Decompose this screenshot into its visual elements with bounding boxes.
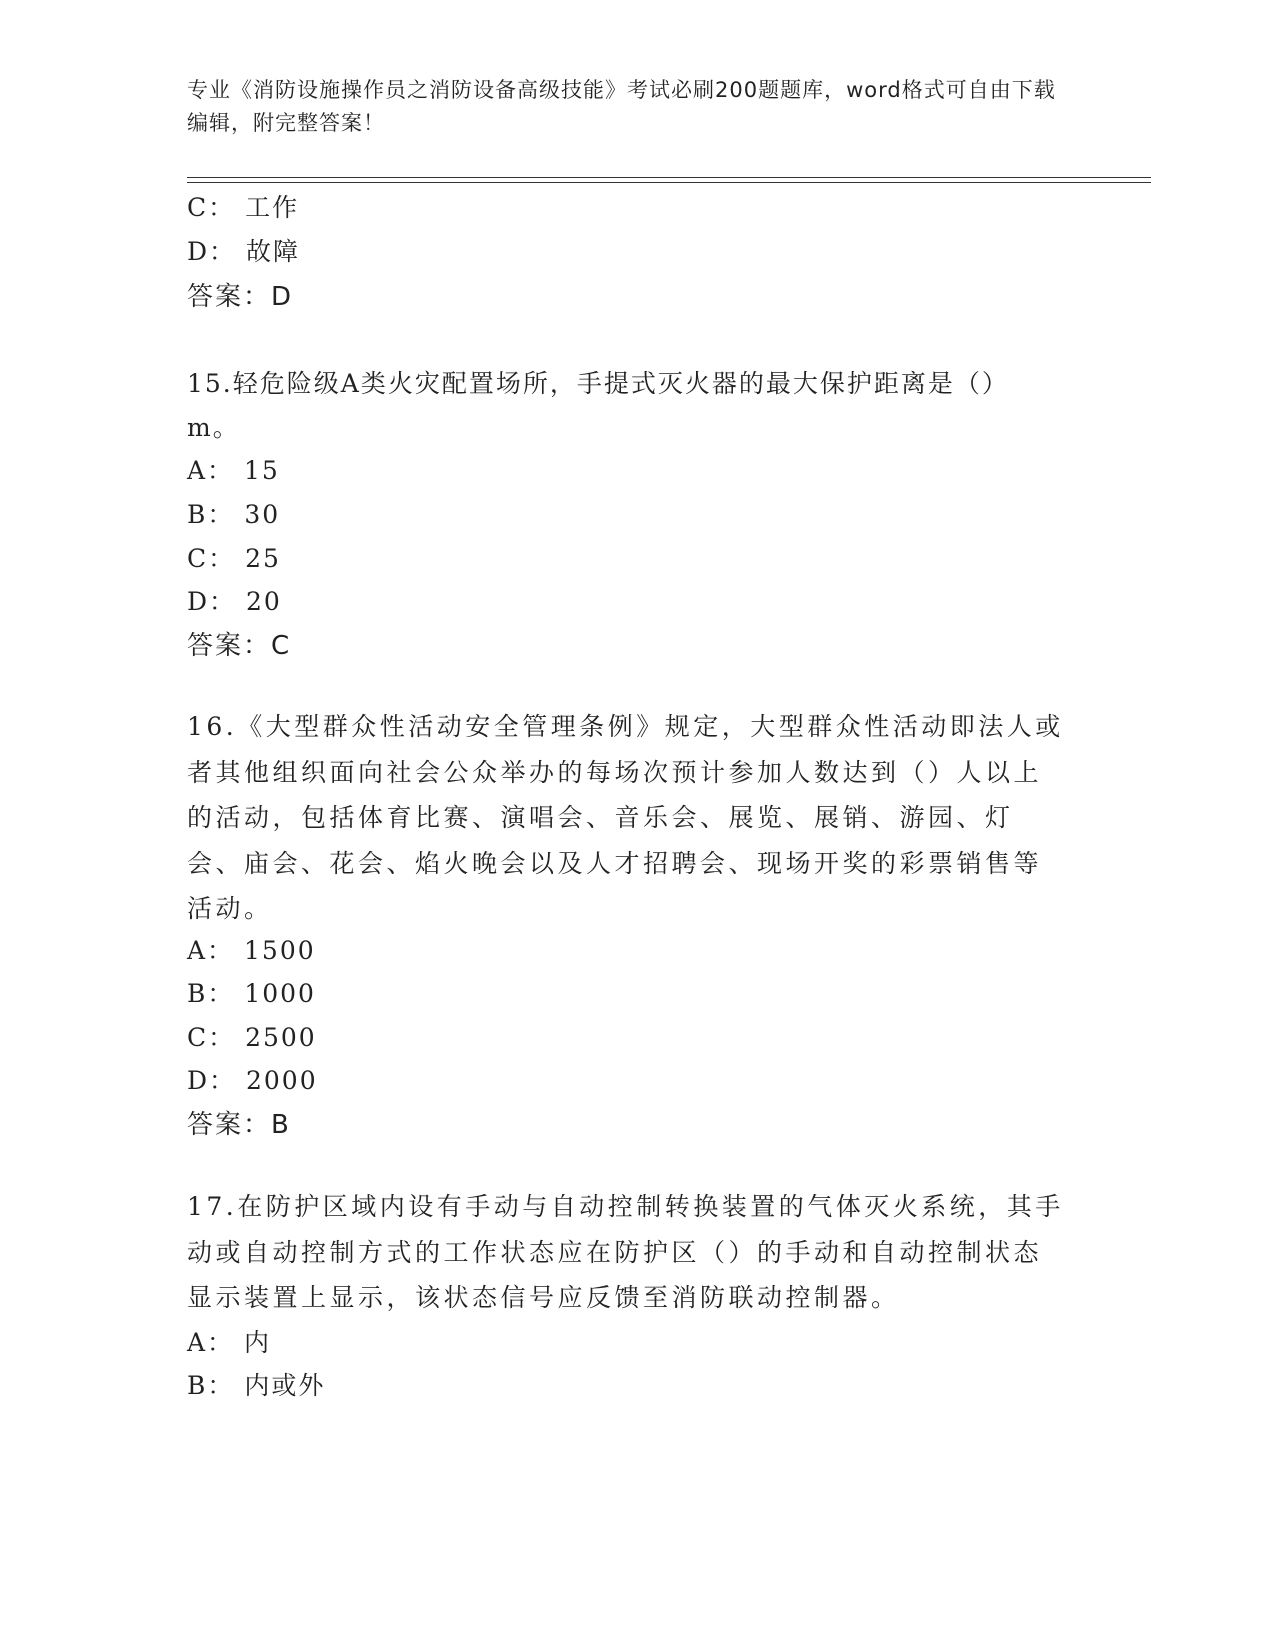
q14-option-d: D： 故障 [187, 237, 300, 266]
q16-option-a: A： 1500 [187, 936, 316, 965]
q15-option-a: A： 15 [187, 456, 280, 485]
header-divider-top [187, 177, 1151, 178]
q17-option-b: B： 内或外 [187, 1371, 326, 1400]
q17-stem: 17.在防护区域内设有手动与自动控制转换装置的气体灭火系统，其手动或自动控制方式的工作状态应在防护区（）的手动和自动控制状态显示装置上显示，该状态信号应反馈至消防联动控制器。 [187, 1192, 1064, 1312]
q14-answer: 答案：D [187, 282, 294, 312]
header-divider-bottom [187, 182, 1151, 183]
q14-option-c: C： 工作 [187, 193, 300, 222]
q16-option-c: C： 2500 [187, 1023, 317, 1052]
q15-stem-line2: m。 [187, 413, 240, 442]
q15-option-b: B： 30 [187, 500, 281, 529]
q15-answer: 答案：C [187, 631, 292, 661]
q15-option-d: D： 20 [187, 587, 282, 616]
q16-option-b: B： 1000 [187, 979, 316, 1008]
q16-answer: 答案：B [187, 1110, 291, 1140]
q16-option-d: D： 2000 [187, 1066, 318, 1095]
q16-stem: 16.《大型群众性活动安全管理条例》规定，大型群众性活动即法人或者其他组织面向社会公众举办的每场次预计参加人数达到（）人以上的活动，包括体育比赛、演唱会、音乐会、展览、展销、游园、灯会、庙会、花会、焰火晚会以及人才招聘会、现场开奖的彩票销售等活动。 [187, 712, 1064, 923]
q17-option-a: A： 内 [187, 1328, 272, 1357]
q15-stem-line1: 15.轻危险级A类火灾配置场所，手提式灭火器的最大保护距离是（） [187, 369, 1009, 398]
q15-option-c: C： 25 [187, 544, 281, 573]
document-header: 专业《消防设施操作员之消防设备高级技能》考试必刷200题题库，word格式可自由下载编辑，附完整答案！ [187, 78, 1056, 135]
